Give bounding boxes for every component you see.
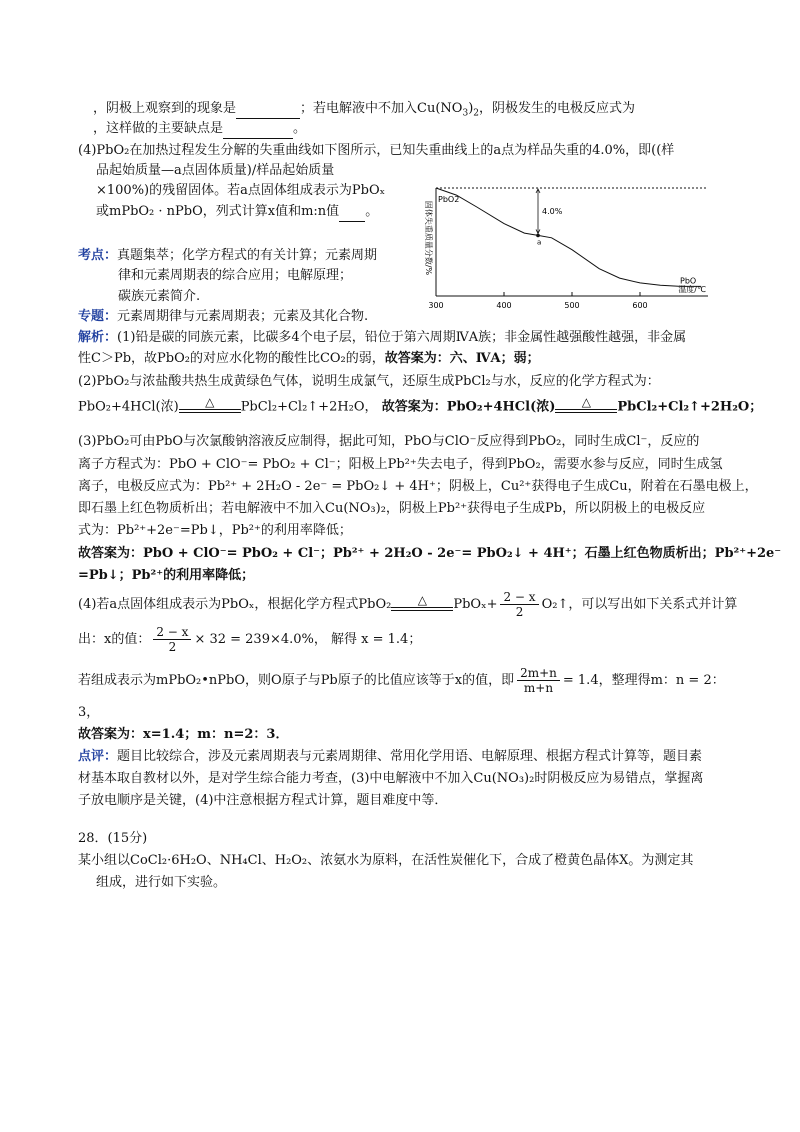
y-axis-label: 固体失重质量分数/% [424,200,433,276]
x-tick-label: 500 [564,301,580,310]
jiexi-p3a: (3)PbO₂可由PbO与次氯酸钠溶液反应制得，据此可知，PbO与ClO⁻反应得到PbO₂，同时生成Cl⁻，反应的 [78,434,700,449]
jiexi-p4d: 3， [78,705,100,720]
x-tick-label: 400 [496,301,512,310]
heat-arrow: △ [555,396,617,418]
point-a-label: a [537,238,542,247]
kaodian-line2: 律和元素周期表的综合应用；电解原理； [118,268,353,283]
q28-line2: 组成，进行如下实验。 [96,875,227,890]
q4-line2: 品起始质量—a点固体质量)/样品起始质量 [96,163,335,178]
dianping-l3: 子放电顺序是关键，(4)中注意根据方程式计算，题目难度中等． [78,793,448,808]
answer-blank[interactable] [339,203,365,222]
jiexi-p3c: 离子，电极反应式为：Pb²⁺ + 2H₂O - 2e⁻ = PbO₂↓ + 4H⁺；阴极上，Cu²⁺获得电子生成Cu，附着在石墨电极上， [78,479,758,494]
fraction: $\frac{2m+n}{m+n}$ [517,666,560,695]
heat-arrow: △ [179,396,241,418]
q3-line2: ，这样做的主要缺点是 。 [93,120,306,139]
x-axis-label: 温度/℃ [678,285,706,294]
fraction: $\frac{2 - x}{2}$ [500,590,538,619]
dianping-l2: 材基本取自教材以外，是对学生综合能力考查，(3)中电解液中不加入Cu(NO₃)₂时阴极反应为易错点，掌握离 [78,771,704,786]
fraction: $\frac{2 - x}{2}$ [153,625,191,654]
kaodian-line1: 考点：真题集萃；化学方程式的有关计算；元素周期 [78,248,378,263]
zhuanti-line: 专题：元素周期律与元素周期表；元素及其化合物. [78,309,369,324]
jiexi-p1a: 解析：(1)铅是碳的同族元素，比碳多4个电子层，铅位于第六周期ⅣA族；非金属性越强酸性越强，非金属 [78,330,687,345]
weight-loss-chart [412,178,712,318]
jiexi-p3f: 故答案为：PbO + ClO⁻= PbO₂ + Cl⁻；Pb²⁺ + 2H₂O - 2e⁻= PbO₂↓ + 4H⁺；石墨上红色物质析出；Pb²⁺+2e⁻ [78,546,782,561]
x-tick-label: 600 [632,301,648,310]
pbo2-label: PbO2 [438,195,460,204]
q3-line1: ，阴极上观察到的现象是 ；若电解液中不加入$Cu(NO_3)_2$，阴极发生的电极反应式为 [93,101,636,119]
jiexi-p4e: 故答案为：x=1.4；m：n=2：3． [78,727,289,742]
jiexi-p4b: 出：x的值： $\frac{2 - x}{2}$ × 32 = 239×4.0%， 解得 x = 1.4； [78,625,422,654]
heat-arrow: △ [391,594,453,616]
q28-title: 28．(15分) [78,831,148,846]
q4-line3: ×100%)的残留固体。若a点固体组成表示为PbOₓ [96,183,386,198]
x-tick-label: 300 [428,301,444,310]
jiexi-p3d: 即石墨上红色物质析出；若电解液中不加入Cu(NO₃)₂，阴极上Pb²⁺获得电子生成Pb，所以阴极上的电极反应 [78,501,706,516]
dianping-l1: 点评：题目比较综合，涉及元素周期表与元素周期律、常用化学用语、电解原理、根据方程式计算等，题目素 [78,749,703,764]
q4-line1: (4)PbO₂在加热过程发生分解的失重曲线如下图所示，已知失重曲线上的a点为样品失重的4.0%，即((样 [78,143,675,158]
jiexi-p3g: =Pb↓；Pb²⁺的利用率降低； [78,568,255,583]
jiexi-p3b: 离子方程式为：PbO + ClO⁻= PbO₂ + Cl⁻；阳极上Pb²⁺失去电子，得到PbO₂，需要水参与反应，同时生成氢 [78,457,723,472]
jiexi-p2b: PbO₂+4HCl(浓) △ PbCl₂+Cl₂↑+2H₂O， 故答案为：PbO₂+4HCl(浓) △ PbCl₂+Cl₂↑+2H₂O； [78,396,762,418]
jiexi-p2a: (2)PbO₂与浓盐酸共热生成黄绿色气体，说明生成氯气，还原生成PbCl₂与水，反应的化学方程式为： [78,374,660,389]
loss-4-label: 4.0% [542,207,563,217]
kaodian-line3: 碳族元素简介. [118,289,201,304]
q28-line1: 某小组以CoCl₂·6H₂O、NH₄Cl、H₂O₂、浓氨水为原料，在活性炭催化下，合成了橙黄色晶体X。为测定其 [78,853,694,868]
weight-loss-curve [436,188,701,286]
answer-blank[interactable] [236,100,300,119]
jiexi-p1b: 性C＞Pb，故PbO₂的对应水化物的酸性比CO₂的弱，故答案为：六、ⅣA；弱； [78,351,540,366]
jiexi-p4c: 若组成表示为mPbO₂•nPbO，则O原子与Pb原子的比值应该等于x的值，即 $\frac{2m+n}{m+n}$ = 1.4，整理得m：n = 2： [78,666,725,695]
answer-blank[interactable] [223,120,293,139]
q4-line4: 或mPbO₂ · nPbO，列式计算x值和m:n值 。 [96,203,378,222]
pbo-label: PbO [680,276,697,286]
jiexi-p4a: (4)若a点固体组成表示为PbOₓ，根据化学方程式PbO₂ △ PbOₓ+ $\frac{2 - x}{2}$ O₂↑，可以写出如下关系式并计算 [78,590,738,619]
jiexi-p3e: 式为：Pb²⁺+2e⁻=Pb↓，Pb²⁺的利用率降低； [78,523,352,538]
